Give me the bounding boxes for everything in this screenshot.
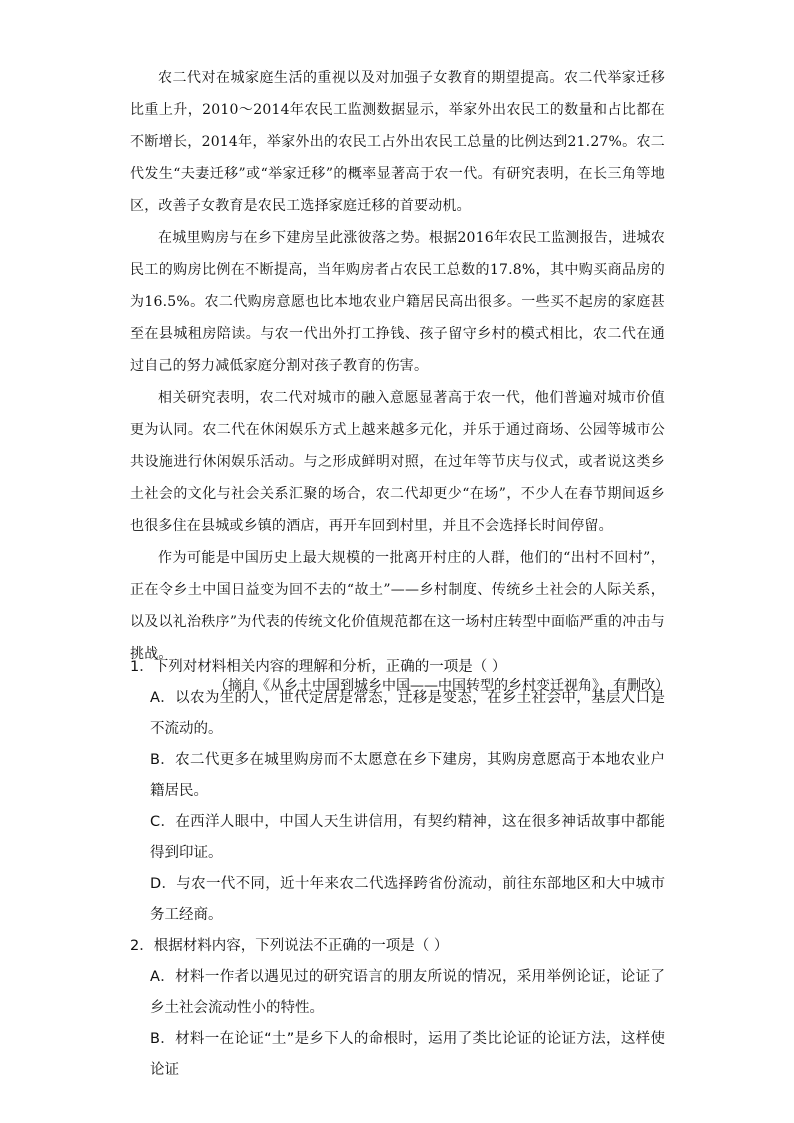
question-1-option-c: C．在西洋人眼中，中国人天生讲信用，有契约精神，这在很多神话故事中都能得到印证。 bbox=[150, 814, 665, 861]
passage-paragraph-3: 相关研究表明，农二代对城市的融入意愿显著高于农一代，他们普遍对城市价值更为认同。农二代在休闲娱乐方式上越来越多元化，并乐于通过商场、公园等城市公共设施进行休闲娱乐活动。与之形成鲜明对照，在过年等节庆与仪式，或者说这类乡土社会的文化与社会关系汇聚的场合，农二代却更少“在场”，不少人在春节期间返乡也很多住在县城或乡镇的酒店，再开车回到村里，并且不会选择长时间停留。 bbox=[130, 390, 665, 534]
question-2 bbox=[130, 931, 665, 1086]
question-1-option-b: B．农二代更多在城里购房而不太愿意在乡下建房，其购房意愿高于本地农业户籍居民。 bbox=[150, 752, 665, 799]
passage-paragraph-4: 作为可能是中国历史上最大规模的一批离开村庄的人群，他们的“出村不回村”，正在令乡土中国日益变为回不去的“故土”——乡村制度、传统乡土社会的人际关系，以及以礼治秩序”为代表的传统文化价值规范都在这一场村庄转型中面临严重的冲击与挑战。 bbox=[130, 550, 665, 662]
question-list bbox=[130, 652, 669, 1086]
question-2-stem: 2．根据材料内容，下列说法不正确的一项是（ ） bbox=[130, 938, 449, 954]
question-2-option-a: A．材料一作者以遇见过的研究语言的朋友所说的情况，采用举例论证，论证了乡土社会流动性小的特性。 bbox=[150, 969, 665, 1016]
question-1 bbox=[130, 652, 669, 931]
question-1-stem: 1．下列对材料相关内容的理解和分析，正确的一项是（ ） bbox=[130, 659, 507, 675]
passage-paragraph-2: 在城里购房与在乡下建房呈此涨彼落之势。根据2016年农民工监测报告，进城农民工的购房比例在不断提高，当年购房者占农民工总数的17.8%，其中购买商品房的为16.5%。农二代购房意愿也比本地农业户籍居民高出很多。一些买不起房的家庭甚至在县城租房陪读。与农一代出外打工挣钱、孩子留守乡村的模式相比，农二代在通过自己的努力减低家庭分割对孩子教育的伤害。 bbox=[130, 230, 665, 374]
question-1-option-d: D．与农一代不同，近十年来农二代选择跨省份流动，前往东部地区和大中城市务工经商。 bbox=[150, 876, 665, 923]
question-2-option-b: B．材料一在论证“土”是乡下人的命根时，运用了类比论证的论证方法，这样使论证 bbox=[150, 1031, 665, 1078]
passage-source-citation: （摘自《从乡土中国到城乡中国——中国转型的乡村变迁视角》，有删改） bbox=[214, 678, 669, 694]
reading-passage bbox=[130, 62, 669, 702]
passage-paragraph-1: 农二代对在城家庭生活的重视以及对加强子女教育的期望提高。农二代举家迁移比重上升，2010～2014年农民工监测数据显示，举家外出农民工的数量和占比都在不断增长，2014年，举家外出的农民工占外出农民工总量的比例达到21.27%。农二代发生“夫妻迁移”或“举家迁移”的概率显著高于农一代。有研究表明，在长三角等地区，改善子女教育是农民工选择家庭迁移的首要动机。 bbox=[130, 70, 665, 214]
question-1-option-a: A．以农为生的人，世代定居是常态，迁移是变态，在乡土社会中，基层人口是不流动的。 bbox=[150, 690, 665, 737]
